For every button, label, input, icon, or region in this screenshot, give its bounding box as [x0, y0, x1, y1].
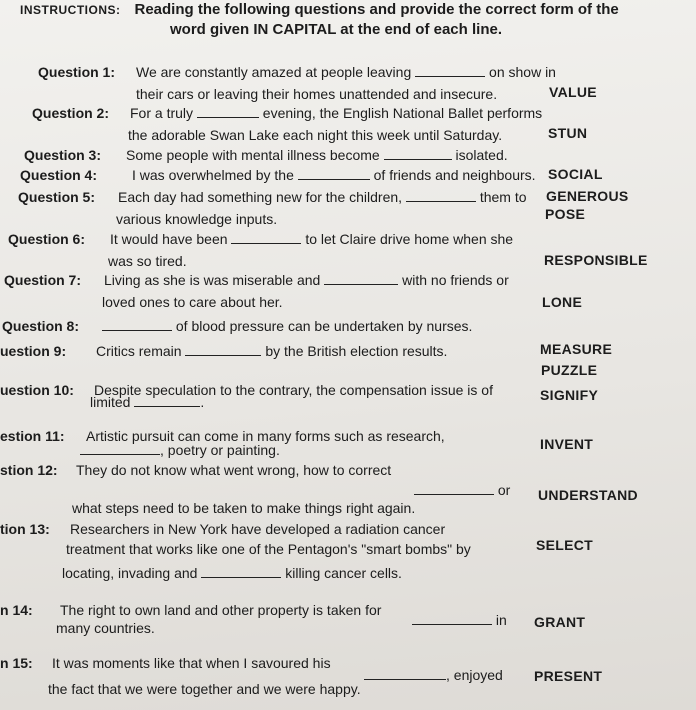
- question-3: [24, 145, 544, 167]
- instructions-line-2: word given IN CAPITAL at the end of each line.: [170, 21, 502, 38]
- question-5: [18, 187, 538, 231]
- question-text: It would have been: [110, 231, 228, 247]
- capital-word: RESPONSIBLE: [544, 252, 648, 268]
- question-13: [0, 519, 540, 585]
- capital-word: UNDERSTAND: [538, 487, 638, 503]
- answer-blank[interactable]: [324, 270, 398, 285]
- question-text: by the British election results.: [265, 343, 448, 359]
- capital-word: MEASURE: [540, 341, 613, 357]
- answer-blank[interactable]: [415, 62, 485, 77]
- question-text: , poetry or painting.: [160, 442, 280, 458]
- answer-blank[interactable]: [384, 145, 452, 160]
- question-text: isolated.: [455, 147, 508, 163]
- question-text: was so tired.: [108, 253, 187, 269]
- instructions-line-1: Reading the following questions and provide the correct form of the: [134, 1, 619, 18]
- question-text: on show in: [489, 64, 556, 80]
- question-text: The right to own land and other property is taken for: [60, 602, 382, 618]
- question-label: Question 3:: [24, 147, 102, 163]
- question-text: loved ones to care about her.: [102, 294, 283, 310]
- question-text: It was moments like that when I savoured his: [52, 655, 331, 671]
- question-text: them to: [479, 189, 527, 205]
- question-text: to let Claire drive home when she: [305, 231, 514, 247]
- question-label: estion 11:: [0, 428, 65, 444]
- answer-blank[interactable]: [185, 341, 261, 356]
- question-text: For a truly: [130, 105, 194, 121]
- question-text: Despite speculation to the contrary, the compensation issue is of: [94, 382, 493, 398]
- capital-word: INVENT: [540, 436, 594, 452]
- question-8: [2, 316, 532, 338]
- question-text: .: [200, 394, 205, 410]
- capital-word: PRESENT: [534, 668, 603, 684]
- instructions-label: INSTRUCTIONS:: [20, 3, 121, 17]
- question-6: [8, 229, 538, 273]
- question-label: stion 12:: [0, 462, 58, 478]
- question-7: [4, 270, 534, 314]
- question-label: Question 4:: [20, 167, 98, 183]
- capital-word: STUN: [548, 125, 588, 141]
- question-text: their cars or leaving their homes unattended and insecure.: [136, 86, 498, 102]
- question-text: evening, the English National Ballet performs: [262, 105, 543, 121]
- capital-word: PUZZLE: [541, 362, 598, 378]
- answer-blank[interactable]: [80, 440, 160, 455]
- answer-blank[interactable]: [102, 316, 172, 331]
- question-text: various knowledge inputs.: [116, 211, 278, 227]
- question-15: [0, 653, 540, 703]
- question-label: tion 13:: [0, 521, 50, 537]
- question-text: of blood pressure can be undertaken by nurses.: [175, 318, 473, 334]
- question-label: Question 1:: [38, 64, 116, 80]
- question-label: n 15:: [0, 655, 33, 671]
- capital-word: SOCIAL: [548, 166, 603, 182]
- answer-blank[interactable]: [197, 103, 259, 118]
- question-label: Question 7:: [4, 272, 82, 288]
- question-text: with no friends or: [402, 272, 509, 288]
- question-text: locating, invading and: [62, 565, 198, 581]
- question-text: Critics remain: [96, 343, 182, 359]
- capital-word: SELECT: [536, 537, 594, 553]
- answer-blank[interactable]: [364, 665, 446, 680]
- answer-blank[interactable]: [134, 392, 200, 407]
- question-12: [0, 460, 530, 516]
- question-text: Artistic pursuit can come in many forms such as research,: [86, 428, 445, 444]
- question-14: [0, 600, 540, 644]
- question-text: treatment that works like one of the Pentagon's "smart bombs" by: [66, 541, 471, 557]
- capital-word: SIGNIFY: [540, 387, 599, 403]
- question-text: or: [497, 482, 511, 498]
- answer-blank[interactable]: [406, 187, 476, 202]
- answer-blank[interactable]: [412, 610, 492, 625]
- question-text: limited: [90, 394, 131, 410]
- answer-blank[interactable]: [414, 480, 494, 495]
- question-text: Researchers in New York have developed a radiation cancer: [70, 521, 446, 537]
- question-text: many countries.: [56, 620, 155, 636]
- answer-blank[interactable]: [298, 165, 370, 180]
- question-text: the adorable Swan Lake each night this week until Saturday.: [128, 127, 503, 143]
- capital-word: GENEROUS: [546, 188, 629, 204]
- question-text: They do not know what went wrong, how to correct: [76, 462, 392, 478]
- question-text: , enjoyed: [446, 667, 503, 683]
- question-text: what steps need to be taken to make things right again.: [72, 500, 416, 516]
- question-text: We are constantly amazed at people leaving: [136, 64, 412, 80]
- capital-word: VALUE: [549, 84, 597, 100]
- question-10: [0, 380, 530, 424]
- question-9: [0, 341, 530, 363]
- question-text: the fact that we were together and we were happy.: [48, 681, 361, 697]
- question-text: Living as she is was miserable and: [104, 272, 321, 288]
- question-text: in: [495, 612, 507, 628]
- question-text: I was overwhelmed by the: [132, 167, 294, 183]
- question-label: Question 8:: [2, 318, 80, 334]
- question-text: of friends and neighbours.: [373, 167, 536, 183]
- question-label: Question 6:: [8, 231, 86, 247]
- capital-word: GRANT: [534, 614, 586, 630]
- question-label: uestion 9:: [0, 343, 67, 359]
- question-text: killing cancer cells.: [285, 565, 402, 581]
- question-text: Some people with mental illness become: [126, 147, 380, 163]
- question-label: Question 5:: [18, 189, 96, 205]
- instructions: [20, 0, 680, 40]
- question-label: uestion 10:: [0, 382, 74, 398]
- question-label: n 14:: [0, 602, 33, 618]
- answer-blank[interactable]: [231, 229, 301, 244]
- question-text: Each day had something new for the children,: [118, 189, 403, 205]
- answer-blank[interactable]: [201, 563, 281, 578]
- question-label: Question 2:: [32, 105, 110, 121]
- question-2: [32, 103, 552, 147]
- capital-word: POSE: [545, 206, 586, 222]
- question-1: [38, 62, 558, 106]
- question-4: [20, 165, 540, 187]
- capital-word: LONE: [542, 294, 583, 310]
